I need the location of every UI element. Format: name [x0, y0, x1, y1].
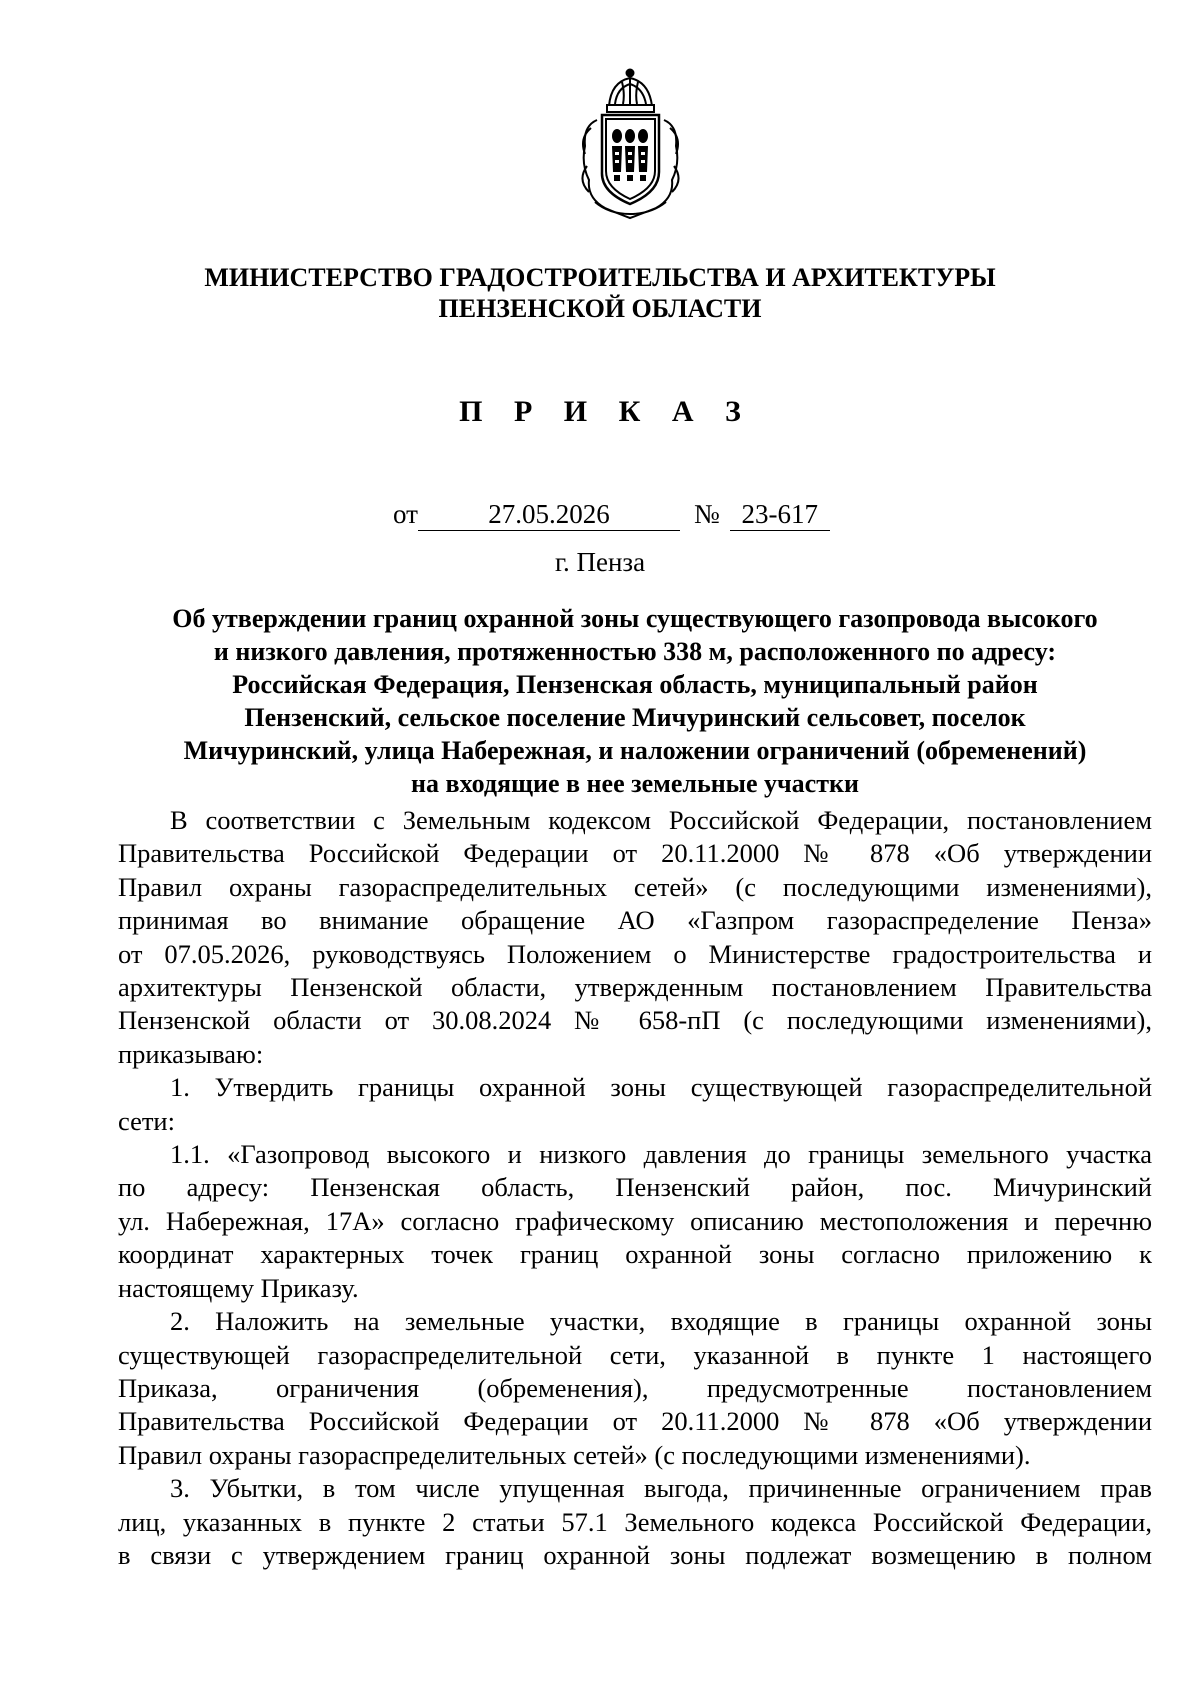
body-line: принимая во внимание обращение АО «Газпром газораспределение Пенза»: [118, 905, 1152, 936]
document-title: П Р И К А З: [459, 395, 753, 428]
body-line: 1. Утвердить границы охранной зоны существующей газораспределительной: [170, 1072, 1152, 1103]
paragraph-preamble: [118, 804, 1152, 1071]
subject-line: Мичуринский, улица Набережная, и наложении ограничений (обременений): [183, 736, 1087, 765]
order-body: [118, 804, 1152, 1572]
body-line: Правительства Российской Федерации от 20.11.2000 № 878 «Об утверждении: [118, 838, 1152, 869]
date-prefix: от: [393, 499, 418, 529]
ministry-line-1: МИНИСТЕРСТВО ГРАДОСТРОИТЕЛЬСТВА И АРХИТЕКТУРЫ: [204, 263, 996, 292]
body-line: Правил охраны газораспределительных сетей» (с последующими изменениями),: [118, 871, 1152, 902]
order-number: 23-617: [730, 498, 830, 531]
order-date-number-line: [393, 498, 830, 532]
body-line: лиц, указанных в пункте 2 статьи 57.1 Земельного кодекса Российской Федерации,: [118, 1506, 1152, 1537]
body-line: Пензенской области от 30.08.2024 № 658-пП (с последующими изменениями),: [118, 1005, 1152, 1036]
ministry-name: [0, 262, 1200, 324]
body-line: настоящему Приказу.: [118, 1272, 359, 1303]
body-line: Правительства Российской Федерации от 20.11.2000 № 878 «Об утверждении: [118, 1406, 1152, 1437]
body-line: Приказа, ограничения (обременения), предусмотренные постановлением: [118, 1372, 1152, 1403]
subject-line: Об утверждении границ охранной зоны существующего газопровода высокого: [172, 604, 1098, 633]
subject-line: Пензенский, сельское поселение Мичуринский сельсовет, поселок: [244, 703, 1026, 732]
subject-line: Российская Федерация, Пензенская область, муниципальный район: [232, 670, 1038, 699]
paragraph-item-1-1: [118, 1138, 1152, 1305]
body-line: от 07.05.2026, руководствуясь Положением о Министерстве градостроительства и: [118, 938, 1152, 969]
order-date: 27.05.2026: [418, 498, 680, 531]
body-line: координат характерных точек границ охранной зоны согласно приложению к: [118, 1239, 1152, 1270]
ministry-line-2: ПЕНЗЕНСКОЙ ОБЛАСТИ: [438, 294, 762, 323]
coat-of-arms-emblem: [575, 68, 686, 220]
subject-line: и низкого давления, протяженностью 338 м, расположенного по адресу:: [213, 637, 1057, 666]
order-city: г. Пенза: [554, 547, 646, 577]
body-line: 2. Наложить на земельные участки, входящие в границы охранной зоны: [170, 1306, 1152, 1337]
body-line: приказываю:: [118, 1038, 264, 1069]
body-line: по адресу: Пензенская область, Пензенский район, пос. Мичуринский: [118, 1172, 1152, 1203]
body-line: Правил охраны газораспределительных сетей» (с последующими изменениями).: [118, 1439, 1031, 1470]
order-subject: [118, 602, 1152, 800]
body-line: ул. Набережная, 17А» согласно графическому описанию местоположения и перечню: [118, 1205, 1152, 1236]
body-line: 3. Убытки, в том числе упущенная выгода, причиненные ограничением прав: [170, 1473, 1152, 1504]
body-line: существующей газораспределительной сети, указанной в пункте 1 настоящего: [118, 1339, 1152, 1370]
paragraph-item-3: [118, 1472, 1152, 1572]
body-line: в связи с утверждением границ охранной зоны подлежат возмещению в полном: [118, 1539, 1152, 1570]
body-line: 1.1. «Газопровод высокого и низкого давления до границы земельного участка: [170, 1139, 1152, 1170]
body-line: архитектуры Пензенской области, утвержденным постановлением Правительства: [118, 972, 1152, 1003]
subject-line: на входящие в нее земельные участки: [411, 769, 859, 798]
number-prefix: №: [693, 499, 720, 529]
paragraph-item-2: [118, 1305, 1152, 1472]
body-line: В соответствии с Земельным кодексом Российской Федерации, постановлением: [170, 805, 1152, 835]
paragraph-item-1: [118, 1071, 1152, 1138]
body-line: сети:: [118, 1105, 175, 1136]
